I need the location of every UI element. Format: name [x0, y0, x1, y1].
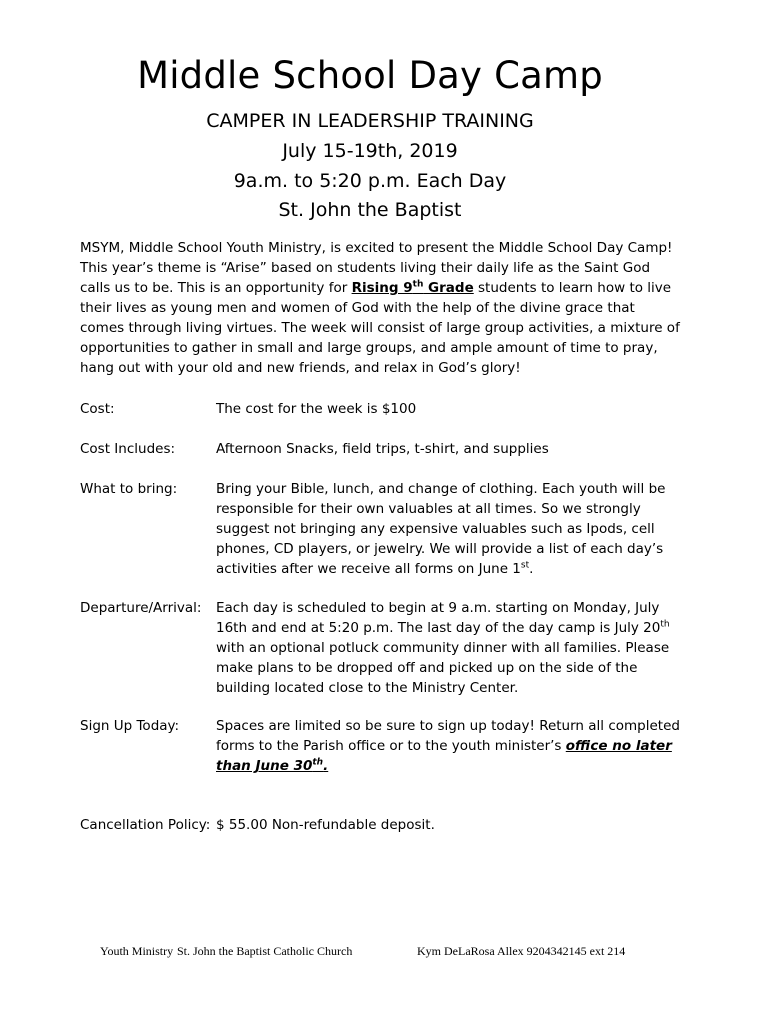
- footer-church: St. John the Baptist Catholic Church: [177, 944, 353, 958]
- intro-text-1: MSYM, Middle School Youth Ministry, is excited to present the Middle School Day Camp! This year’s theme is “Arise” based on students living their daily life as the Saint God calls us to be. This is an opportunity for: [80, 240, 673, 296]
- signup-value: [216, 716, 686, 776]
- intro-text-2: students to learn how to live their lives as young men and women of God with the help of the divine grace that comes through living virtues. The week will consist of large group activities, a mixture of opportunities to gather in small and large groups, and ample amount of time to pray, hang out with your old and new friends, and relax in God’s glory!: [80, 280, 680, 376]
- signup-label: Sign Up Today:: [80, 718, 180, 734]
- includes-label: Cost Includes:: [80, 441, 176, 457]
- deadline-sup: th: [312, 757, 324, 768]
- deadline-end: .: [323, 758, 329, 774]
- intro-paragraph: [80, 238, 680, 378]
- program-subtitle: CAMPER IN LEADERSHIP TRAINING: [206, 110, 534, 132]
- signup-text: Spaces are limited so be sure to sign up today! Return all completed forms to the Parish office or to the youth minister’s: [216, 718, 680, 754]
- bring-label: What to bring:: [80, 481, 178, 497]
- deadline-text: office no later than June 30: [216, 738, 672, 774]
- departure-text-2: with an optional potluck community dinner with all families. Please make plans to be dropped off and picked up on the side of the building located close to the Ministry Center.: [216, 640, 670, 696]
- camp-location: St. John the Baptist: [278, 199, 462, 221]
- highlight-sup: th: [412, 279, 424, 290]
- cancellation-label: Cancellation Policy:: [80, 817, 211, 833]
- bring-text: Bring your Bible, lunch, and change of clothing. Each youth will be responsible for their own valuables at all times. So we strongly suggest not bringing any expensive valuables such as Ipods, cell phones, CD players, or jewelry. We will provide a list of each day’s activities after we receive all forms on June 1: [216, 481, 666, 577]
- departure-label: Departure/Arrival:: [80, 600, 202, 616]
- rising-grade-highlight: [352, 280, 474, 296]
- departure-sup: th: [660, 619, 670, 630]
- footer-contact: Kym DeLaRosa Allex 9204342145 ext 214: [417, 944, 626, 958]
- departure-text: Each day is scheduled to begin at 9 a.m. starting on Monday, July 16th and end at 5:20 p.m. The last day of the day camp is July 20: [216, 600, 661, 636]
- page-title: Middle School Day Camp: [137, 54, 603, 97]
- highlight-text: Rising 9: [351, 280, 413, 296]
- bring-value: [216, 479, 686, 579]
- bring-sup: st: [520, 560, 530, 571]
- camp-dates: July 15-19th, 2019: [282, 140, 458, 162]
- departure-value: [216, 598, 686, 698]
- bring-end: .: [529, 561, 534, 577]
- cancellation-value: $ 55.00 Non-refundable deposit.: [216, 817, 435, 833]
- includes-value: Afternoon Snacks, field trips, t-shirt, and supplies: [216, 441, 549, 457]
- cost-value: The cost for the week is $100: [216, 401, 417, 417]
- cost-label: Cost:: [80, 401, 115, 417]
- footer-org: Youth Ministry: [100, 944, 174, 958]
- camp-hours: 9a.m. to 5:20 p.m. Each Day: [233, 170, 507, 192]
- highlight-text-end: Grade: [423, 280, 474, 296]
